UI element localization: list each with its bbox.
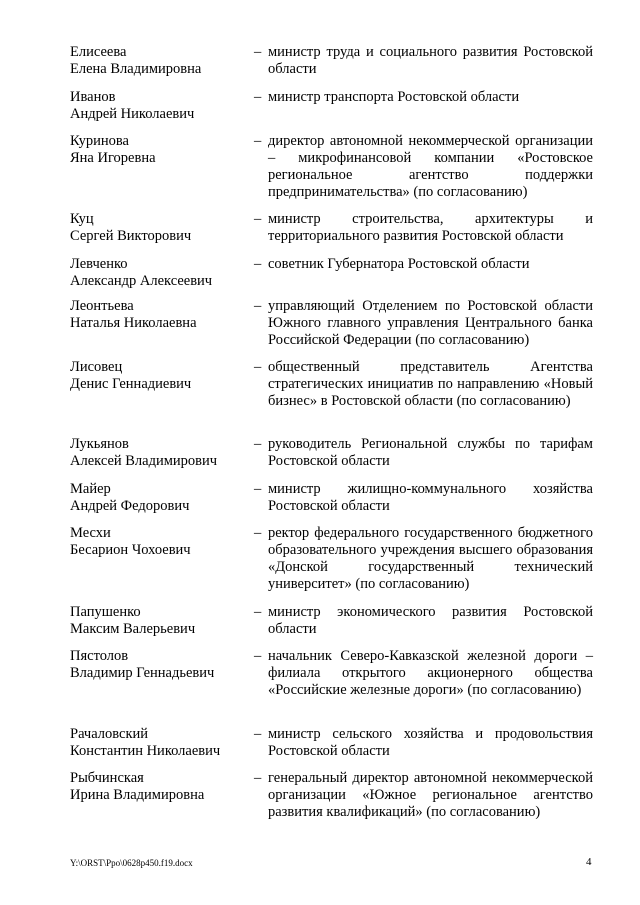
member-surname: Рачаловский (70, 726, 149, 742)
dash-separator: – (254, 604, 262, 620)
member-surname: Месхи (70, 525, 111, 541)
member-given-names: Владимир Геннадьевич (70, 665, 215, 681)
member-given-names: Денис Геннадиевич (70, 376, 192, 392)
member-given-names: Алексей Владимирович (70, 453, 218, 469)
member-given-names: Константин Николаевич (70, 743, 221, 759)
member-surname: Лукьянов (70, 436, 129, 452)
member-given-names: Ирина Владимировна (70, 787, 205, 803)
member-given-names: Яна Игоревна (70, 150, 156, 166)
member-surname: Рыбчинская (70, 770, 144, 786)
dash-separator: – (254, 481, 262, 497)
member-role: начальник Северо-Кавказской железной дороги – филиала открытого акционерного общества «Российские железные дороги» (по согласованию) (268, 648, 593, 698)
member-role: ректор федерального государственного бюджетного образовательного учреждения высшего образования «Донской государственный технический университет» (по согласованию) (268, 525, 593, 592)
member-role: генеральный директор автономной некоммерческой организации «Южное региональное агентство развития квалификаций» (по согласованию) (268, 770, 593, 820)
dash-separator: – (254, 298, 262, 314)
member-name (70, 436, 250, 470)
dash-separator: – (254, 44, 262, 60)
dash-separator: – (254, 436, 262, 452)
member-given-names: Максим Валерьевич (70, 621, 196, 637)
member-given-names: Андрей Федорович (70, 498, 190, 514)
member-name (70, 770, 250, 804)
member-given-names: Александр Алексеевич (70, 273, 213, 289)
dash-separator: – (254, 133, 262, 149)
dash-separator: – (254, 525, 262, 541)
member-surname: Куринова (70, 133, 129, 149)
member-name (70, 133, 250, 167)
member-name (70, 44, 250, 78)
member-given-names: Сергей Викторович (70, 228, 192, 244)
page-number: 4 (586, 856, 592, 868)
member-name (70, 359, 250, 393)
member-surname: Пястолов (70, 648, 129, 664)
member-role: министр экономического развития Ростовской области (268, 604, 593, 637)
member-role: министр труда и социального развития Ростовской области (268, 44, 593, 77)
footer-file-path: Y:\ORST\Ppo\0628p450.f19.docx (70, 858, 193, 868)
member-given-names: Андрей Николаевич (70, 106, 195, 122)
member-role: управляющий Отделением по Ростовской области Южного главного управления Центрального банка Российской Федерации (по согласованию) (268, 298, 593, 348)
member-name (70, 481, 250, 515)
member-name (70, 525, 250, 559)
member-role: министр транспорта Ростовской области (268, 89, 520, 105)
member-role: директор автономной некоммерческой организации – микрофинансовой компании «Ростовское региональное агентство поддержки предпринимательства» (по согласованию) (268, 133, 593, 200)
member-role: руководитель Региональной службы по тарифам Ростовской области (268, 436, 593, 469)
dash-separator: – (254, 211, 262, 227)
member-surname: Лисовец (70, 359, 123, 375)
member-surname: Куц (70, 211, 94, 227)
member-name (70, 604, 250, 638)
member-surname: Майер (70, 481, 111, 497)
member-given-names: Елена Владимировна (70, 61, 202, 77)
member-role: советник Губернатора Ростовской области (268, 256, 530, 272)
member-name (70, 298, 250, 332)
member-name (70, 211, 250, 245)
member-role: общественный представитель Агентства стратегических инициатив по направлению «Новый бизнес» в Ростовской области (по согласованию) (268, 359, 593, 409)
member-role: министр сельского хозяйства и продовольствия Ростовской области (268, 726, 593, 759)
dash-separator: – (254, 770, 262, 786)
dash-separator: – (254, 359, 262, 375)
dash-separator: – (254, 648, 262, 664)
dash-separator: – (254, 89, 262, 105)
member-surname: Папушенко (70, 604, 141, 620)
member-given-names: Наталья Николаевна (70, 315, 197, 331)
member-name (70, 726, 250, 760)
member-role: министр строительства, архитектуры и территориального развития Ростовской области (268, 211, 593, 244)
member-name (70, 256, 250, 290)
member-given-names: Бесарион Чохоевич (70, 542, 191, 558)
member-surname: Елисеева (70, 44, 127, 60)
member-surname: Иванов (70, 89, 116, 105)
dash-separator: – (254, 726, 262, 742)
member-name (70, 89, 250, 123)
member-surname: Леонтьева (70, 298, 134, 314)
member-surname: Левченко (70, 256, 128, 272)
member-role: министр жилищно-коммунального хозяйства Ростовской области (268, 481, 593, 514)
dash-separator: – (254, 256, 262, 272)
member-name (70, 648, 250, 682)
